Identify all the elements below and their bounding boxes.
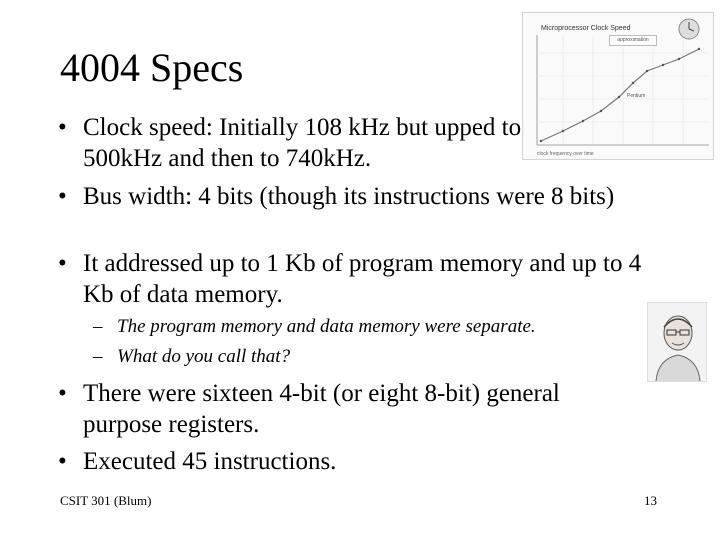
sub-bullet-text: The program memory and data memory were separate. (117, 316, 536, 337)
sub-bullet-dash: – (93, 346, 103, 367)
bullet-text: It addressed up to 1 Kb of program memory and up to 4 Kb of data memory. (83, 250, 642, 308)
sub-bullet-text: What do you call that? (117, 346, 291, 367)
portrait-image (647, 302, 707, 382)
sub-bullet-dash: – (93, 316, 103, 337)
footer-course: CSIT 301 (Blum) (60, 493, 152, 508)
chart-caption: clock frequency over time (537, 151, 594, 157)
bullet-dot: • (58, 448, 67, 475)
bullet-dot: • (58, 250, 67, 277)
chart-title: Microprocessor Clock Speed (541, 25, 631, 32)
bullet-dot: • (58, 183, 67, 210)
bullet-dot: • (58, 380, 67, 407)
clock-speed-chart-image (522, 12, 714, 160)
bullet-dot: • (58, 114, 67, 141)
page-number: 13 (644, 493, 657, 508)
bullet-text: Bus width: 4 bits (though its instructions were 8 bits) (83, 183, 615, 210)
chart-annotation: Pentium (627, 93, 646, 99)
bullet-text: There were sixteen 4-bit (or eight 8-bit) general purpose registers. (83, 380, 560, 438)
portrait-graphic (648, 303, 708, 383)
chart-legend: approximation (609, 35, 657, 46)
bullet-text: Clock speed: Initially 108 kHz but upped to 500kHz and then to 740kHz. (83, 114, 522, 172)
bullet-text: Executed 45 instructions. (83, 448, 337, 475)
slide-title: 4004 Specs (60, 45, 244, 90)
